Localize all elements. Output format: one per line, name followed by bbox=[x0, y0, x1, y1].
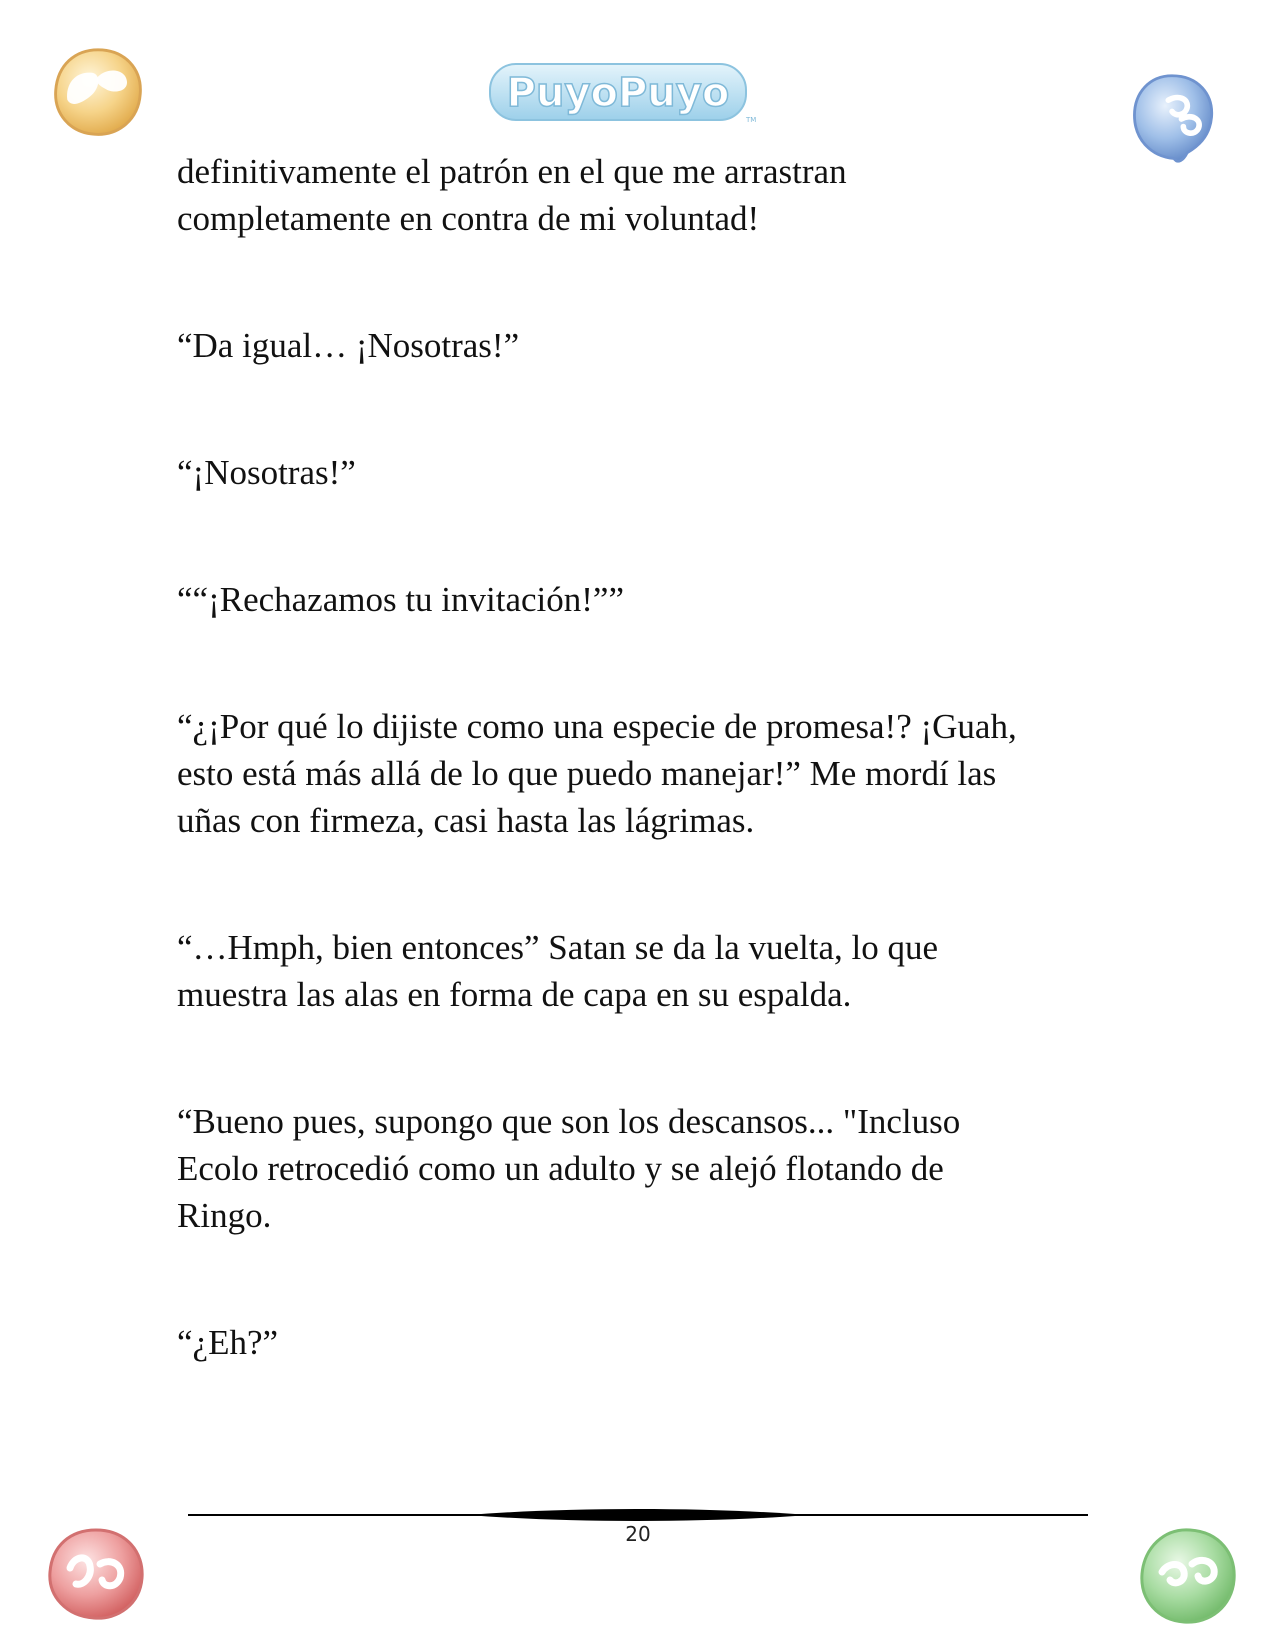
green-puyo-icon bbox=[1136, 1524, 1240, 1628]
text-line: definitivamente el patrón en el que me arrastran bbox=[177, 152, 847, 191]
paragraph bbox=[177, 449, 1097, 496]
text-line: Ecolo retrocedió como un adulto y se alejó flotando de bbox=[177, 1149, 944, 1188]
red-puyo-icon bbox=[44, 1524, 148, 1624]
text-line: uñas con firmeza, casi hasta las lágrimas. bbox=[177, 801, 755, 840]
puyopuyo-logo bbox=[488, 58, 756, 126]
text-line: esto está más allá de lo que puedo manejar!” Me mordí las bbox=[177, 754, 997, 793]
paragraph bbox=[177, 924, 1097, 1018]
text-line: “…Hmph, bien entonces” Satan se da la vuelta, lo que bbox=[177, 928, 939, 967]
text-line: muestra las alas en forma de capa en su espalda. bbox=[177, 975, 852, 1014]
paragraph bbox=[177, 703, 1097, 844]
text-line: “¿Eh?” bbox=[177, 1323, 279, 1362]
paragraph bbox=[177, 1098, 1097, 1239]
paragraph bbox=[177, 322, 1097, 369]
text-line: “¡Nosotras!” bbox=[177, 453, 356, 492]
text-line: “Da igual… ¡Nosotras!” bbox=[177, 326, 520, 365]
text-line: “Bueno pues, supongo que son los descansos... "Incluso bbox=[177, 1102, 961, 1141]
logo-text: PuyoPuyo bbox=[506, 70, 730, 116]
blue-puyo-icon bbox=[1130, 72, 1216, 166]
page-number: 20 bbox=[625, 1522, 651, 1546]
paragraph bbox=[177, 1319, 1097, 1366]
text-line: completamente en contra de mi voluntad! bbox=[177, 199, 760, 238]
svg-text:TM: TM bbox=[746, 116, 756, 124]
story-text bbox=[177, 148, 1097, 1446]
paragraph bbox=[177, 148, 1097, 242]
text-line: “¿¡Por qué lo dijiste como una especie de promesa!? ¡Guah, bbox=[177, 707, 1017, 746]
footer-divider bbox=[188, 1508, 1088, 1522]
text-line: ““¡Rechazamos tu invitación!”” bbox=[177, 580, 625, 619]
paragraph bbox=[177, 576, 1097, 623]
yellow-puyo-icon bbox=[50, 44, 146, 140]
text-line: Ringo. bbox=[177, 1196, 272, 1235]
